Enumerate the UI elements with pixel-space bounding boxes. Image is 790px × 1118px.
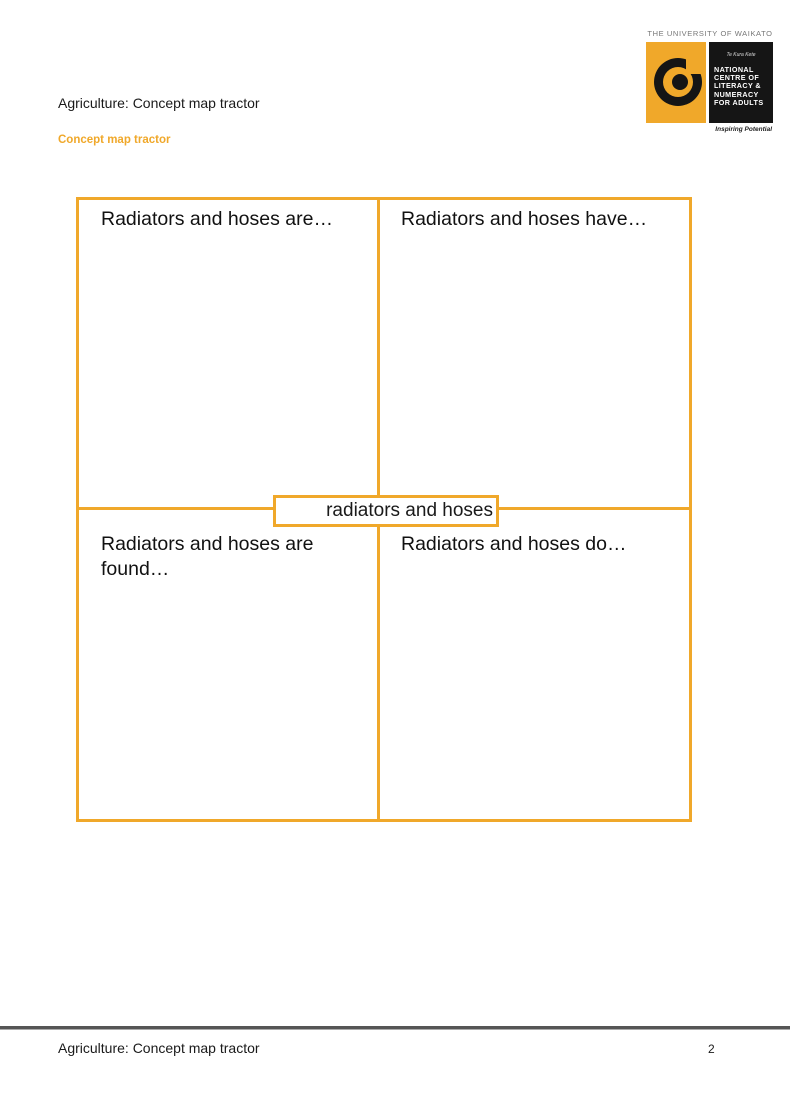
university-name: THE UNIVERSITY OF WAIKATO	[647, 29, 773, 38]
university-logo	[646, 29, 774, 139]
footer-divider-shadow	[0, 1029, 790, 1030]
centre-line: CENTRE OF	[714, 73, 760, 83]
page-number: 2	[708, 1042, 715, 1056]
centre-line: NUMERACY	[714, 89, 759, 99]
document-header-title: Agriculture: Concept map tractor	[58, 95, 260, 111]
quadrant-bottom-right-prompt: Radiators and hoses do…	[401, 533, 627, 555]
centre-line: LITERACY &	[714, 81, 761, 91]
maori-name: Te Kura Kete	[726, 52, 756, 58]
document-subtitle: Concept map tractor	[58, 134, 171, 146]
concept-map-center-label: radiators and hoses	[273, 495, 499, 527]
quadrant-top-right-prompt: Radiators and hoses have…	[401, 208, 648, 230]
koru-spiral-icon	[646, 42, 706, 123]
centre-line: FOR ADULTS	[714, 97, 764, 107]
logo-tagline: Inspiring Potential	[715, 126, 772, 133]
quadrant-bottom-left-prompt: Radiators and hoses are found…	[101, 533, 314, 580]
centre-line: NATIONAL	[714, 65, 754, 74]
footer-title: Agriculture: Concept map tractor	[58, 1040, 260, 1056]
quadrant-top-left-prompt: Radiators and hoses are…	[101, 208, 333, 230]
centre-name-block	[709, 42, 773, 123]
